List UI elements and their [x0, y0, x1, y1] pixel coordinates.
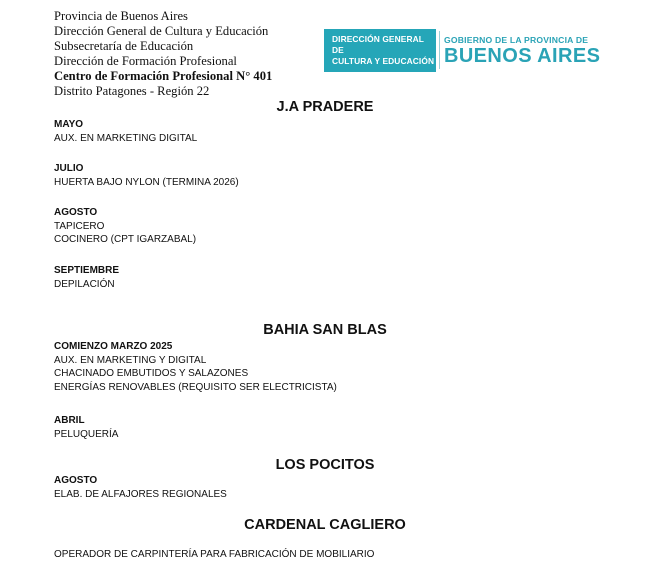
letterhead [54, 9, 272, 99]
section-title-pradere: J.A PRADERE [276, 99, 374, 115]
section-title-cardenal-cagliero: CARDENAL CAGLIERO [244, 517, 406, 533]
group-mayo [54, 118, 197, 145]
group-marzo [54, 340, 337, 394]
group-septiembre [54, 264, 119, 291]
logo-box-line: DIRECCIÓN GENERAL DE [332, 34, 424, 55]
center-name: Centro de Formación Profesional N° 401 [54, 69, 273, 83]
course-item: TAPICERO [54, 220, 105, 232]
course-item: ENERGÍAS RENOVABLES (REQUISITO SER ELECTRICISTA) [54, 381, 337, 393]
month-label: SEPTIEMBRE [54, 265, 120, 276]
letterhead-line: Subsecretaría de Educación [54, 39, 194, 53]
section-title-los-pocitos: LOS POCITOS [275, 457, 375, 473]
course-item: CHACINADO EMBUTIDOS Y SALAZONES [54, 368, 249, 379]
course-item: OPERADOR DE CARPINTERÍA PARA FABRICACIÓN DE MOBILIARIO [54, 549, 375, 560]
course-item: DEPILACIÓN [54, 278, 115, 290]
district-line: Distrito Patagones - Región 22 [54, 84, 210, 98]
group-abril [54, 414, 118, 441]
month-label: MAYO [54, 119, 84, 130]
letterhead-line: Dirección de Formación Profesional [54, 54, 237, 68]
course-item: ELAB. DE ALFAJORES REGIONALES [54, 488, 227, 500]
logo-box-line: CULTURA Y EDUCACIÓN [332, 56, 435, 66]
group-agosto [54, 206, 196, 247]
course-item: COCINERO (CPT IGARZABAL) [54, 234, 197, 245]
section-title-bahia-san-blas: BAHIA SAN BLAS [263, 322, 387, 338]
course-item: HUERTA BAJO NYLON (TERMINA 2026) [54, 176, 239, 188]
letterhead-line: Dirección General de Cultura y Educación [54, 24, 269, 38]
course-item: AUX. EN MARKETING DIGITAL [54, 132, 198, 144]
dgce-logo [324, 29, 436, 72]
gov-line: GOBIERNO DE LA PROVINCIA DE [444, 35, 589, 45]
group-agosto-pocitos [54, 474, 227, 501]
course-item: PELUQUERÍA [54, 428, 119, 440]
month-label: JULIO [54, 163, 84, 174]
logo-divider [439, 31, 440, 69]
month-label: AGOSTO [54, 207, 98, 218]
group-julio [54, 162, 239, 189]
government-logo [444, 35, 600, 67]
group-cagliero [54, 548, 374, 562]
course-item: AUX. EN MARKETING Y DIGITAL [54, 354, 207, 366]
month-label: AGOSTO [54, 475, 98, 486]
month-label: COMIENZO MARZO 2025 [54, 341, 173, 352]
month-label: ABRIL [54, 415, 85, 426]
letterhead-line: Provincia de Buenos Aires [54, 9, 188, 23]
gov-name: BUENOS AIRES [444, 45, 601, 67]
